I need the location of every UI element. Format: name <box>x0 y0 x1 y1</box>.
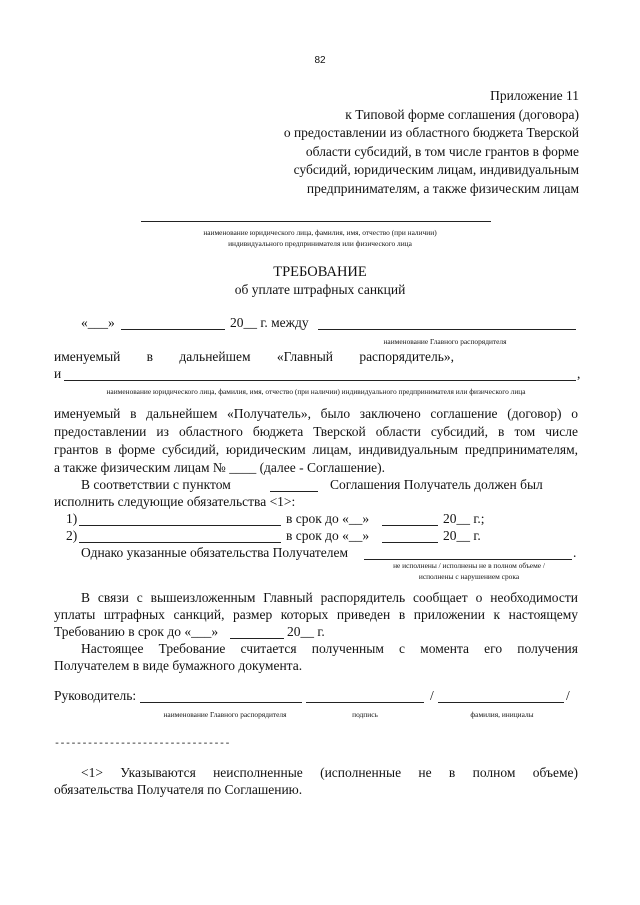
recipient-long-caption: наименование юридического лица, фамилия, имя, отчество (при наличии) индивидуального предпринимателя или физического лица <box>106 387 526 396</box>
however-text: Однако указанные обязательства Получателем <box>81 545 349 560</box>
named-word: распорядитель», <box>359 349 454 364</box>
obligation-deadline: в срок до «__» <box>286 528 370 543</box>
para3-line: В связи с вышеизложенным Главный распорядитель сообщает о необходимости <box>81 590 578 605</box>
para1-line: предоставлении из областного бюджета Тверской области субсидий, в том числе <box>54 424 578 439</box>
status-caption: исполнены с нарушением срока <box>418 572 520 581</box>
footnote-line: <1> Указываются неисполненные (исполненные не в полном объеме) <box>81 765 578 780</box>
recipient-name-line <box>141 221 491 222</box>
date-month-line <box>121 329 225 330</box>
named-word: дальнейшем <box>179 349 251 364</box>
status-line <box>364 559 572 560</box>
date-day: «___» <box>81 315 115 330</box>
and-prefix: и <box>54 366 62 381</box>
signature-sign-line <box>306 702 424 703</box>
appendix-line: о предоставлении из областного бюджета Тверской <box>283 125 579 140</box>
signature-name-line <box>140 702 302 703</box>
obligation-number: 1) <box>66 511 78 526</box>
para3-last-text: Требованию в срок до «___» <box>54 624 219 639</box>
recipient-caption: наименование юридического лица, фамилия, имя, отчество (при наличии) <box>203 228 437 237</box>
obligation-text-line <box>79 542 281 543</box>
appendix-line: области субсидий, в том числе грантов в форме <box>305 143 579 159</box>
appendix-heading <box>284 87 579 198</box>
para3-line: уплаты штрафных санкций, размер которых приведен в приложении к настоящему <box>54 607 578 622</box>
page-number: 82 <box>314 55 326 66</box>
appendix-line: к Типовой форме соглашения (договора) <box>345 106 579 122</box>
signature-caption: наименование Главного распорядителя <box>163 710 287 719</box>
para2-right: Соглашения Получатель должен был <box>330 477 543 492</box>
para1-last-line: а также физическим лицам № ____ (далее - Соглашение). <box>54 460 386 475</box>
signature-separator: / <box>430 688 434 703</box>
appendix-line: субсидий, юридическим лицам, индивидуальным <box>293 162 579 177</box>
para4-line: Настоящее Требование считается полученным с момента его получения <box>81 641 578 656</box>
named-word: именуемый <box>54 349 121 364</box>
obligation-year: 20__ г. <box>443 528 481 543</box>
obligation-text-line <box>79 525 281 526</box>
obligation-month-line <box>382 525 438 526</box>
however-end: . <box>573 545 577 560</box>
para4-last-line: Получателем в виде бумажного документа. <box>54 658 303 673</box>
date-year-between: 20__ г. между <box>230 315 309 330</box>
and-suffix: , <box>577 366 581 381</box>
named-word: «Главный <box>276 349 334 364</box>
para2-left: В соответствии с пунктом <box>81 477 231 492</box>
signature-caption: подпись <box>352 710 378 719</box>
obligation-deadline: в срок до «__» <box>286 511 370 526</box>
clause-number-line <box>270 491 318 492</box>
footnote-line: обязательства Получателя по Соглашению. <box>54 782 303 797</box>
main-distributor-line <box>318 329 576 330</box>
named-word: в <box>146 349 154 364</box>
para3-month-line <box>230 638 284 639</box>
para1-line: грантов в форме субсидий, юридическим лицам, индивидуальным предпринимателям, <box>54 442 578 457</box>
para2-last-line: исполнить следующие обязательства <1>: <box>54 494 296 509</box>
obligation-month-line <box>382 542 438 543</box>
signature-separator: / <box>566 688 570 703</box>
named-line <box>54 349 454 365</box>
para1-line: именуемый в дальнейшем «Получатель», было заключено соглашение (договор) о <box>54 406 578 421</box>
appendix-line: Приложение 11 <box>490 88 579 103</box>
main-distributor-caption: наименование Главного распорядителя <box>383 337 507 346</box>
para3-last-year: 20__ г. <box>287 624 325 639</box>
document-title: ТРЕБОВАНИЕ <box>273 264 367 280</box>
signature-label: Руководитель: <box>54 688 137 703</box>
signature-caption: фамилия, инициалы <box>470 710 534 719</box>
obligation-year: 20__ г.; <box>443 511 485 526</box>
document-subtitle: об уплате штрафных санкций <box>234 282 406 297</box>
footnote-divider: -------------------------------- <box>54 739 231 750</box>
signature-initials-line <box>438 702 564 703</box>
status-caption: не исполнены / исполнены не в полном объеме / <box>393 561 545 570</box>
appendix-line: предпринимателям, а также физическим лицам <box>306 180 579 196</box>
obligation-number: 2) <box>66 528 78 543</box>
recipient-long-line <box>64 380 576 381</box>
recipient-caption: индивидуального предпринимателя или физического лица <box>228 239 412 248</box>
